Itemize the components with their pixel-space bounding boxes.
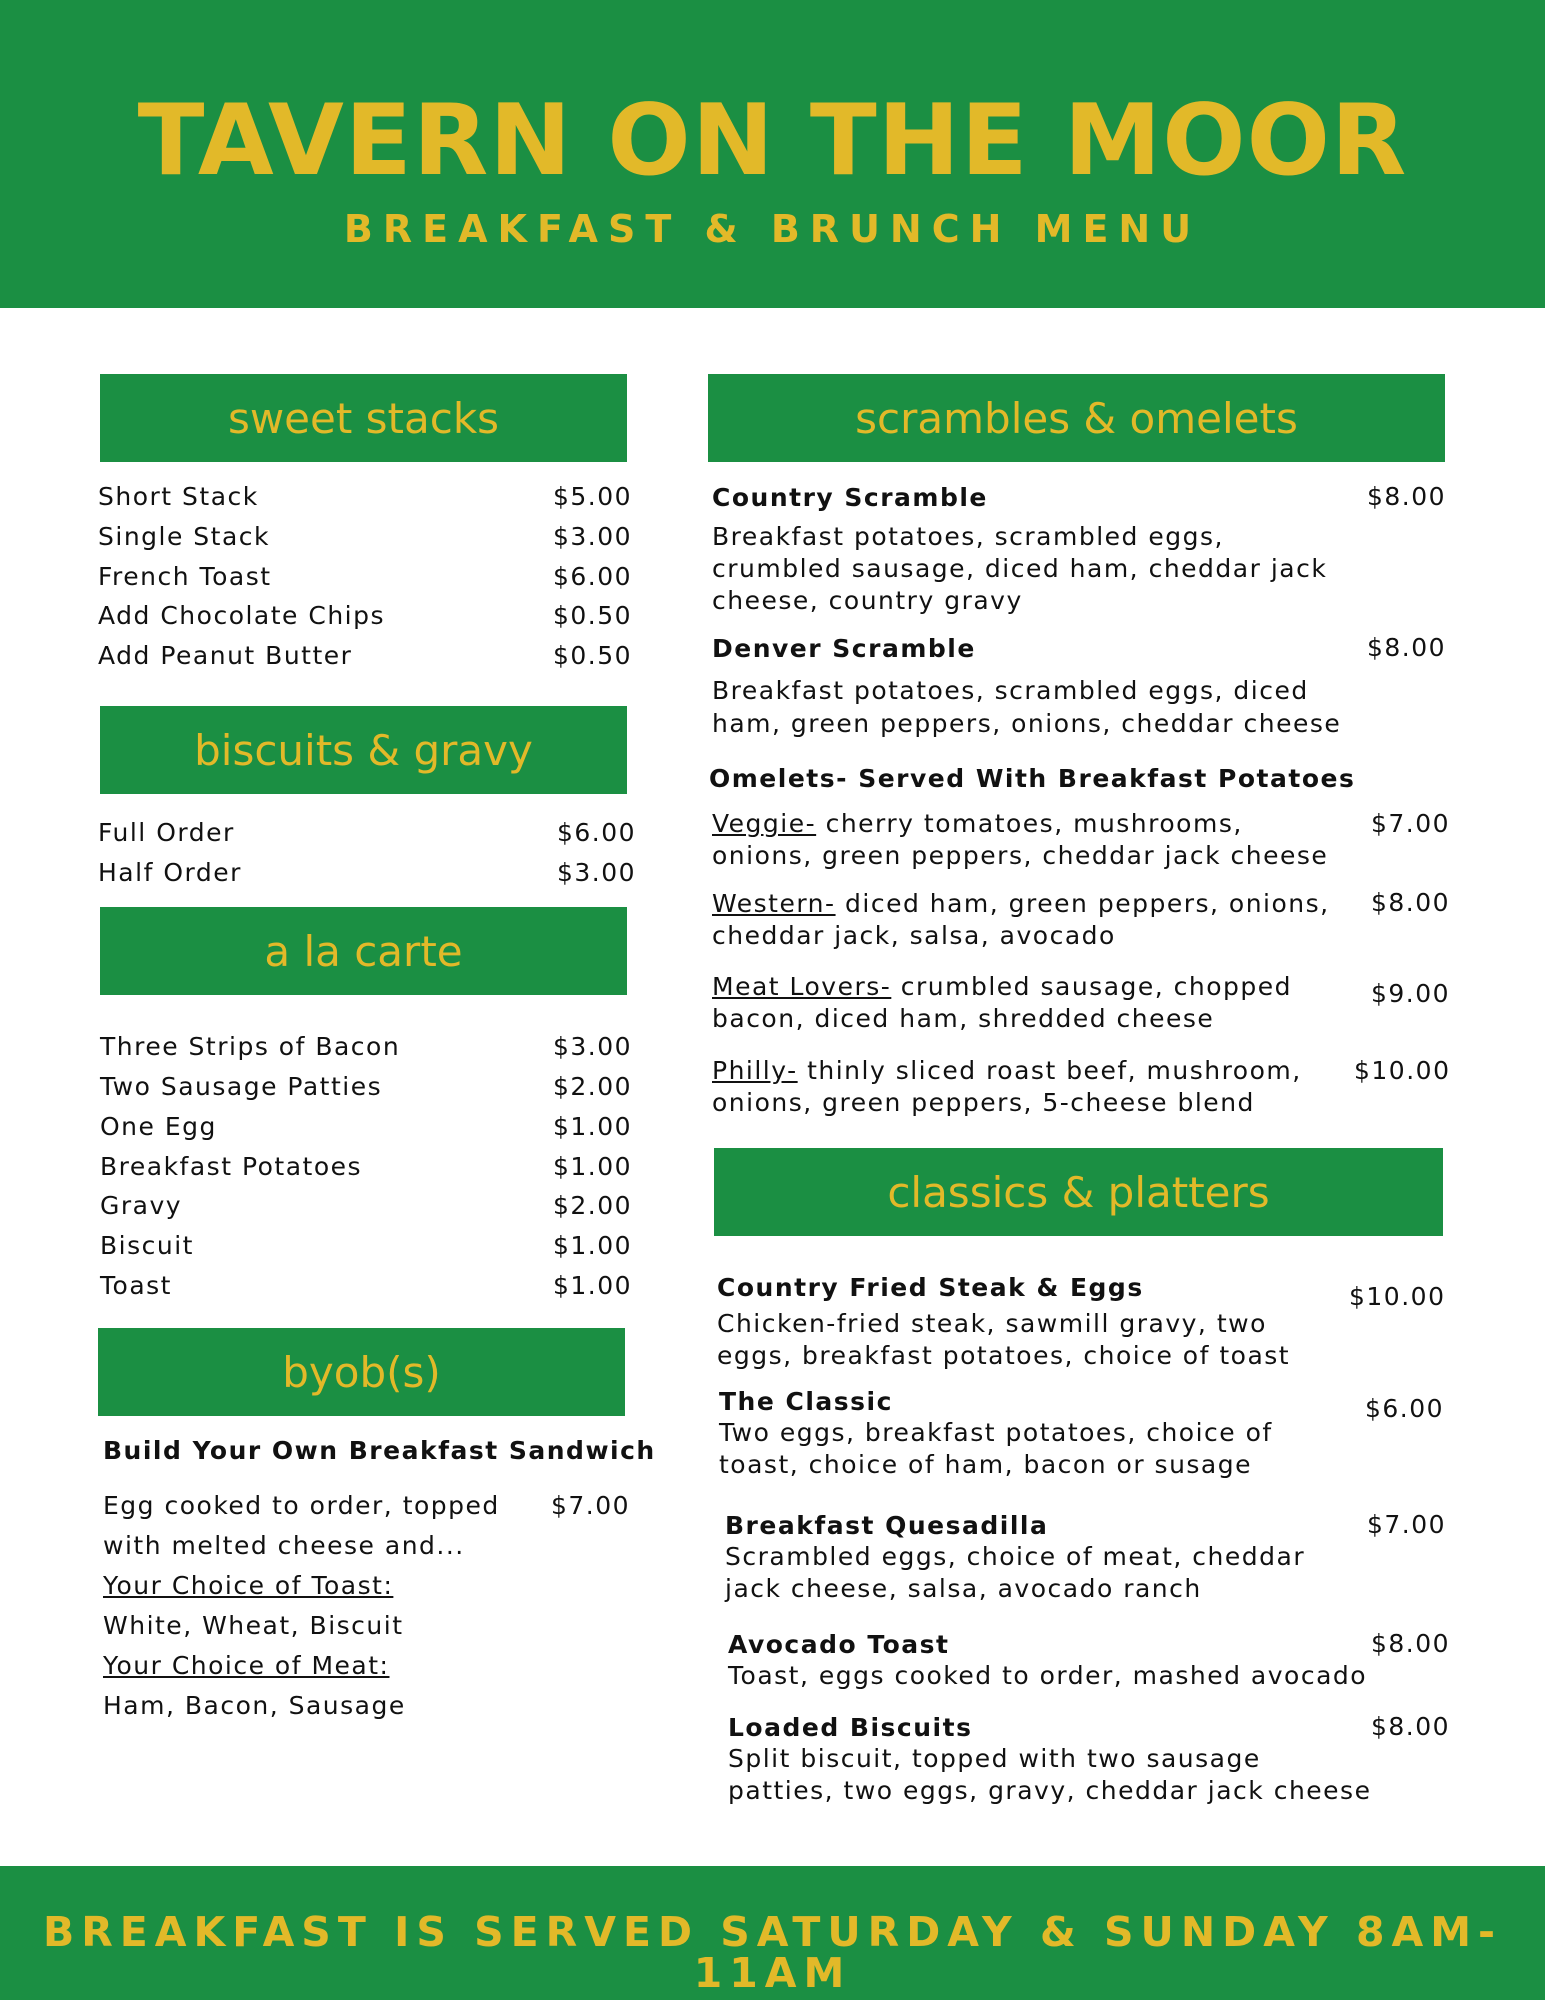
menu-item-desc: Chicken-fried steak, sawmill gravy, two [717, 1309, 1267, 1338]
omelet-desc: bacon, diced ham, shredded cheese [712, 1004, 1215, 1033]
omelet-desc: cherry tomatoes, mushrooms, [816, 809, 1243, 838]
menu-item-name: Three Strips of Bacon [100, 1032, 401, 1061]
section-header-sweet-stacks: sweet stacks [100, 374, 627, 462]
menu-item-price: $0.50 [553, 641, 633, 670]
menu-item-desc: jack cheese, salsa, avocado ranch [725, 1574, 1202, 1603]
omelet-label: Western- [712, 889, 836, 918]
omelet-label: Philly- [712, 1056, 798, 1085]
menu-item-price: $1.00 [553, 1271, 633, 1300]
restaurant-title: TAVERN ON THE MOOR [137, 84, 1408, 198]
menu-item-name: The Classic [719, 1387, 893, 1416]
menu-item-name: Breakfast Quesadilla [725, 1511, 1049, 1540]
menu-item-name: Add Chocolate Chips [98, 601, 386, 630]
section-header-scrambles-omelets: scrambles & omelets [708, 374, 1445, 462]
menu-item-price: $7.00 [1371, 809, 1451, 838]
omelet-label: Veggie- [712, 809, 817, 838]
menu-item-name: Add Peanut Butter [98, 641, 353, 670]
omelet-desc: cheddar jack, salsa, avocado [712, 921, 1116, 950]
section-header-a-la-carte: a la carte [100, 907, 627, 995]
menu-item-price: $8.00 [1371, 1629, 1451, 1658]
menu-item-name: Half Order [98, 858, 242, 887]
byob-meat-options: Ham, Bacon, Sausage [103, 1691, 406, 1720]
section-header-classics-platters: classics & platters [714, 1148, 1443, 1236]
menu-item-desc: Toast, eggs cooked to order, mashed avocado [728, 1661, 1368, 1690]
menu-item-price: $8.00 [1371, 1712, 1451, 1741]
menu-item-desc: Breakfast potatoes, scrambled eggs, diced [712, 676, 1309, 705]
menu-item-name: French Toast [98, 562, 272, 591]
omelet-desc: diced ham, green peppers, onions, [835, 889, 1330, 918]
omelet-desc: onions, green peppers, 5-cheese blend [712, 1088, 1255, 1117]
menu-item-desc: Two eggs, breakfast potatoes, choice of [719, 1418, 1273, 1447]
menu-item-name: Toast [100, 1271, 172, 1300]
byob-item-title: Build Your Own Breakfast Sandwich [103, 1436, 656, 1465]
menu-item-price: $9.00 [1371, 979, 1451, 1008]
menu-item-price: $8.00 [1367, 482, 1447, 511]
menu-item-name: Short Stack [98, 482, 259, 511]
menu-item-name: Single Stack [98, 522, 271, 551]
menu-subtitle: BREAKFAST & BRUNCH MENU [343, 207, 1202, 251]
section-header-byob: byob(s) [98, 1328, 625, 1416]
menu-item-desc: toast, choice of ham, bacon or susage [719, 1450, 1253, 1479]
omelet-line [712, 811, 1243, 836]
menu-item-desc: cheese, country gravy [712, 586, 1023, 615]
menu-item-price: $3.00 [553, 1032, 633, 1061]
menu-item-price: $1.00 [553, 1112, 633, 1141]
menu-item-price: $2.00 [553, 1072, 633, 1101]
byob-toast-label: Your Choice of Toast: [103, 1571, 394, 1600]
menu-item-price: $8.00 [1371, 888, 1451, 917]
menu-item-name: One Egg [100, 1112, 217, 1141]
omelet-label: Meat Lovers- [712, 972, 892, 1001]
menu-item-price: $8.00 [1367, 633, 1447, 662]
byob-toast-options: White, Wheat, Biscuit [103, 1611, 404, 1640]
menu-item-desc: crumbled sausage, diced ham, cheddar jack [712, 554, 1328, 583]
menu-item-price: $10.00 [1349, 1282, 1446, 1311]
omelet-line [712, 891, 1330, 916]
byob-meat-label: Your Choice of Meat: [103, 1651, 390, 1680]
menu-item-price: $3.00 [557, 858, 637, 887]
menu-item-desc: eggs, breakfast potatoes, choice of toast [717, 1341, 1291, 1370]
omelet-desc: thinly sliced roast beef, mushroom, [797, 1056, 1302, 1085]
byob-desc-line: with melted cheese and... [103, 1531, 465, 1560]
menu-item-desc: Breakfast potatoes, scrambled eggs, [712, 522, 1224, 551]
omelet-line [712, 1058, 1302, 1083]
menu-item-price: $6.00 [1365, 1394, 1445, 1423]
omelet-line [712, 974, 1292, 999]
menu-item-name: Full Order [98, 818, 235, 847]
omelets-heading: Omelets- Served With Breakfast Potatoes [709, 764, 1356, 793]
menu-item-price: $5.00 [553, 482, 633, 511]
menu-item-desc: Scrambled eggs, choice of meat, cheddar [725, 1542, 1306, 1571]
menu-item-name: Two Sausage Patties [100, 1072, 383, 1101]
menu-item-desc: patties, two eggs, gravy, cheddar jack cheese [728, 1776, 1372, 1805]
menu-item-price: $2.00 [553, 1191, 633, 1220]
menu-item-price: $10.00 [1354, 1056, 1451, 1085]
menu-item-name: Avocado Toast [728, 1630, 950, 1659]
menu-item-name: Biscuit [100, 1231, 194, 1260]
omelet-desc: crumbled sausage, chopped [891, 972, 1293, 1001]
menu-item-price: $1.00 [553, 1231, 633, 1260]
menu-item-price: $0.50 [553, 601, 633, 630]
menu-item-name: Country Scramble [712, 483, 988, 512]
section-header-biscuits-gravy: biscuits & gravy [100, 706, 627, 794]
menu-item-price: $6.00 [557, 818, 637, 847]
menu-item-name: Country Fried Steak & Eggs [717, 1273, 1144, 1302]
omelet-desc: onions, green peppers, cheddar jack cheese [712, 841, 1329, 870]
footer-hours: BREAKFAST IS SERVED SATURDAY & SUNDAY 8AM-11AM [42, 1908, 1503, 1997]
menu-item-name: Denver Scramble [712, 634, 976, 663]
menu-item-price: $1.00 [553, 1152, 633, 1181]
menu-item-name: Loaded Biscuits [728, 1713, 973, 1742]
menu-item-name: Breakfast Potatoes [100, 1152, 363, 1181]
menu-item-price: $6.00 [553, 562, 633, 591]
byob-price: $7.00 [551, 1491, 631, 1520]
menu-item-price: $7.00 [1367, 1510, 1447, 1539]
byob-desc-line: Egg cooked to order, topped [103, 1491, 500, 1520]
menu-item-desc: ham, green peppers, onions, cheddar cheese [712, 709, 1342, 738]
menu-item-name: Gravy [100, 1191, 183, 1220]
menu-item-price: $3.00 [553, 522, 633, 551]
menu-item-desc: Split biscuit, topped with two sausage [728, 1744, 1261, 1773]
